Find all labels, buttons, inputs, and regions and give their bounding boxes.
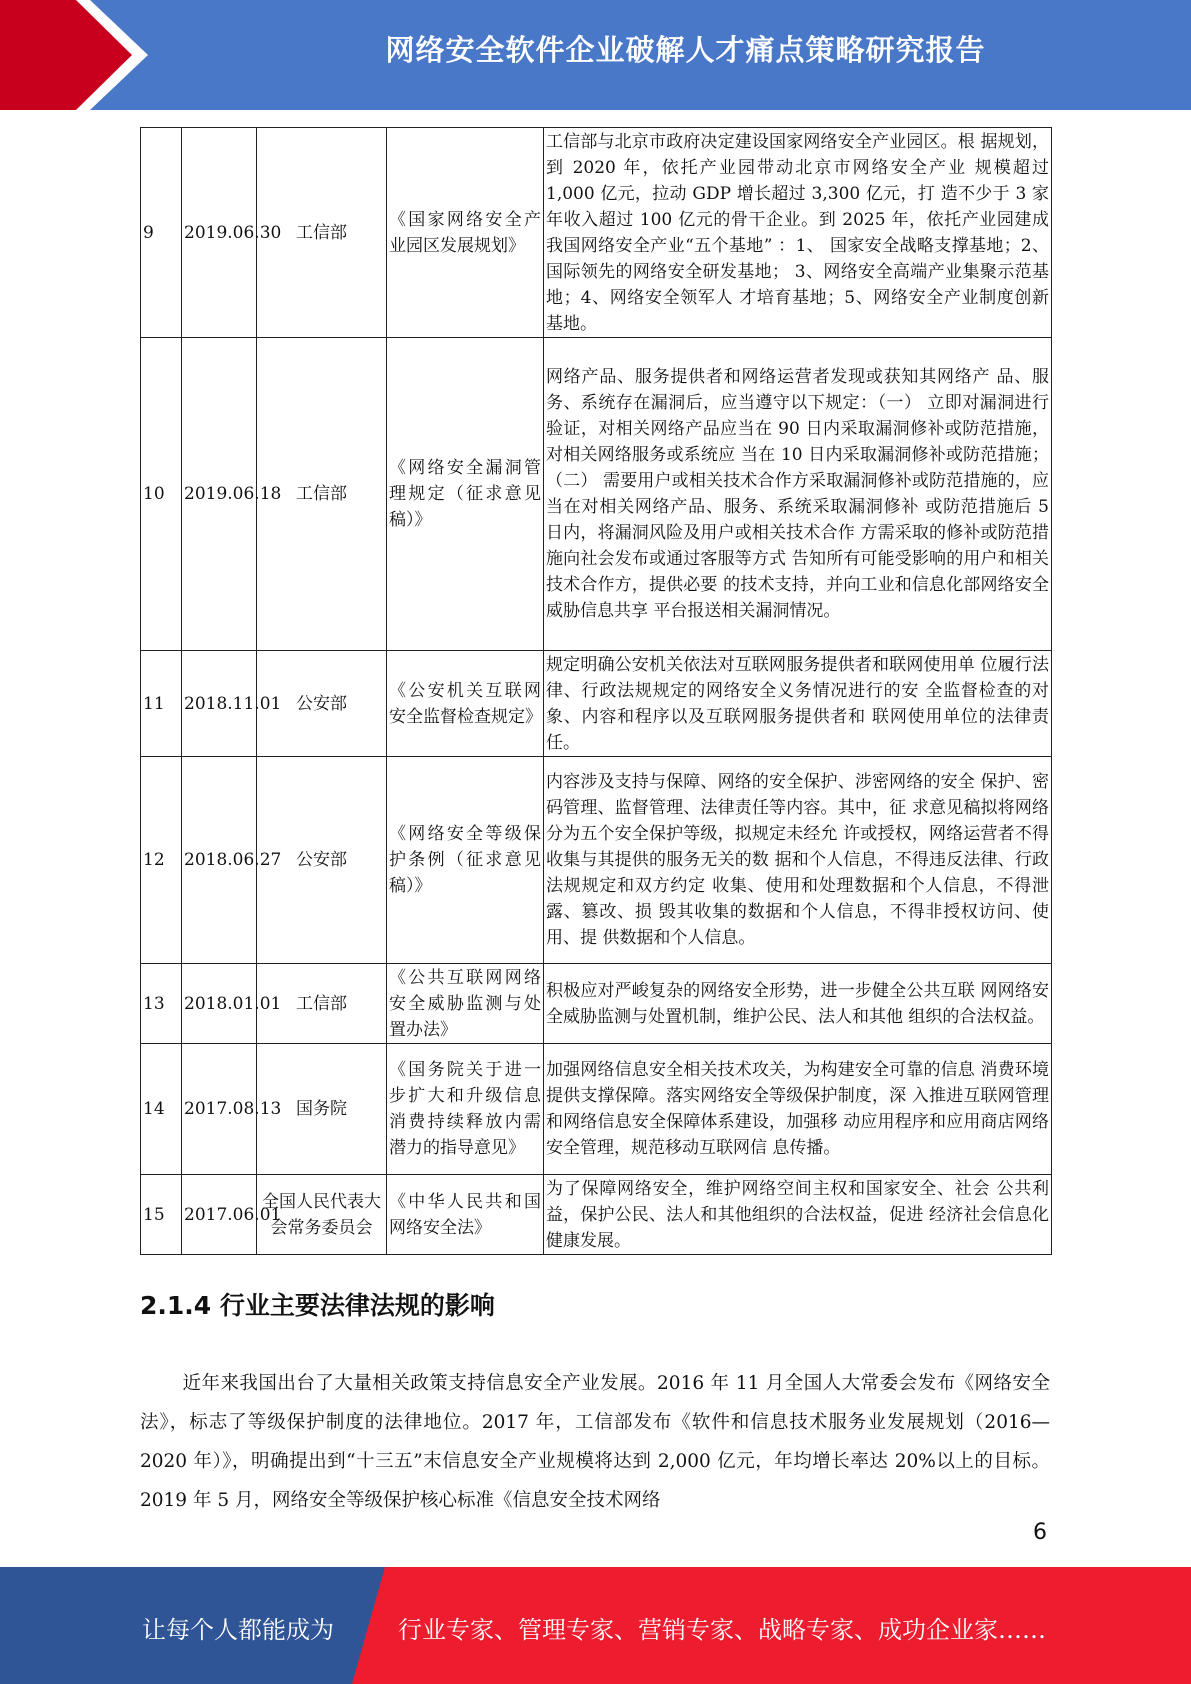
row-date: 2018.11.01: [182, 651, 257, 757]
policy-table: [140, 127, 1052, 1255]
row-content: 为了保障网络安全，维护网络空间主权和国家安全、社会 公共利益，保护公民、法人和其他组织的合法权益，促进 经济社会信息化健康发展。: [544, 1175, 1052, 1255]
row-document: 《公安机关互联网安全监督检查规定》: [387, 651, 544, 757]
row-document: 《公共互联网网络安全威胁监测与处置办法》: [387, 964, 544, 1044]
row-document: 《国务院关于进一步扩大和升级信息消费持续释放内需潜力的指导意见》: [387, 1044, 544, 1175]
row-date: 2018.01.01: [182, 964, 257, 1044]
table-row: [141, 338, 1052, 651]
section-heading: 2.1.4 行业主要法律法规的影响: [140, 1291, 495, 1320]
table-row: [141, 1044, 1052, 1175]
table-row: [141, 964, 1052, 1044]
row-content: 加强网络信息安全相关技术攻关，为构建安全可靠的信息 消费环境提供支撑保障。落实网络安全等级保护制度，深 入推进互联网管理和网络信息安全保障体系建设，加强移 动应用程序和应用商店网络安全管理，规范移动互联网信 息传播。: [544, 1044, 1052, 1175]
header-arrow-decoration: [0, 0, 150, 110]
row-department: 国务院: [257, 1044, 387, 1175]
row-document: 《国家网络安全产业园区发展规划》: [387, 128, 544, 338]
row-date: 2017.08.13: [182, 1044, 257, 1175]
row-content: 网络产品、服务提供者和网络运营者发现或获知其网络产 品、服务、系统存在漏洞后，应当遵守以下规定：（一） 立即对漏洞进行验证，对相关网络产品应当在 90 日内采取漏洞修补或防范措施，对相关网络服务或系统应 当在 10 日内采取漏洞修补或防范措施；（二） 需要用户或相关技术合作方采取漏洞修补或防范措施的，应当在对相关网络产品、服务、系统采取漏洞修补 或防范措施后 5 日内，将漏洞风险及用户或相关技术合作 方需采取的修补或防范措施向社会发布或通过客服等方式 告知所有可能受影响的用户和相关技术合作方，提供必要 的技术支持，并向工业和信息化部网络安全威胁信息共享 平台报送相关漏洞情况。: [544, 338, 1052, 651]
row-document: 《网络安全等级保护条例（征求意见稿）》: [387, 757, 544, 964]
row-date: 2019.06.30: [182, 128, 257, 338]
row-document: 《网络安全漏洞管理规定（征求意见稿）》: [387, 338, 544, 651]
row-date: 2019.06.18: [182, 338, 257, 651]
row-content: 工信部与北京市政府决定建设国家网络安全产业园区。根 据规划，到 2020 年，依托产业园带动北京市网络安全产业 规模超过 1,000 亿元，拉动 GDP 增长超过 3,300 亿元，打 造不少于 3 家年收入超过 100 亿元的骨干企业。到 2025 年，依托产业园建成我国网络安全产业“五个基地” ：1、 国家安全战略支撑基地；2、国际领先的网络安全研发基地； 3、网络安全高端产业集聚示范基地；4、网络安全领军人 才培育基地；5、网络安全产业制度创新基地。: [544, 128, 1052, 338]
table-row: [141, 1175, 1052, 1255]
footer-slogan-left: 让每个人都能成为: [142, 1616, 334, 1644]
row-number: 13: [141, 964, 182, 1044]
paragraph-text: 近年来我国出台了大量相关政策支持信息安全产业发展。2016 年 11 月全国人大常委会发布《网络安全法》，标志了等级保护制度的法律地位。2017 年，工信部发布《软件和信息技术服务业发展规划（2016—2020 年）》，明确提出到“十三五”末信息安全产业规模将达到 2,000 亿元，年均增长率达 20%以上的目标。2019 年 5 月，网络安全等级保护核心标准《信息安全技术网络: [140, 1373, 1050, 1511]
row-number: 14: [141, 1044, 182, 1175]
row-number: 9: [141, 128, 182, 338]
row-department: 公安部: [257, 651, 387, 757]
row-number: 12: [141, 757, 182, 964]
row-number: 15: [141, 1175, 182, 1255]
row-department: 工信部: [257, 964, 387, 1044]
page-header: [0, 0, 1191, 110]
table-row: [141, 128, 1052, 338]
row-number: 11: [141, 651, 182, 757]
row-content: 内容涉及支持与保障、网络的安全保护、涉密网络的安全 保护、密码管理、监督管理、法律责任等内容。其中，征 求意见稿拟将网络分为五个安全保护等级，拟规定未经允 许或授权，网络运营者不得收集与其提供的服务无关的数 据和个人信息，不得违反法律、行政法规规定和双方约定 收集、使用和处理数据和个人信息，不得泄露、篡改、损 毁其收集的数据和个人信息，不得非授权访问、使用、提 供数据和个人信息。: [544, 757, 1052, 964]
row-date: 2018.06.27: [182, 757, 257, 964]
table-row: [141, 651, 1052, 757]
row-department: 工信部: [257, 338, 387, 651]
row-content: 规定明确公安机关依法对互联网服务提供者和联网使用单 位履行法律、行政法规规定的网络安全义务情况进行的安 全监督检查的对象、内容和程序以及互联网服务提供者和 联网使用单位的法律责任。: [544, 651, 1052, 757]
report-title: 网络安全软件企业破解人才痛点策略研究报告: [385, 33, 986, 67]
row-document: 《中华人民共和国网络安全法》: [387, 1175, 544, 1255]
row-department: 公安部: [257, 757, 387, 964]
footer-slogan-right: 行业专家、管理专家、营销专家、战略专家、成功企业家……: [398, 1616, 1046, 1644]
page-number: 6: [1033, 1520, 1047, 1545]
row-number: 10: [141, 338, 182, 651]
row-date: 2017.06.01: [182, 1175, 257, 1255]
row-department: 全国人民代表大会常务委员会: [257, 1175, 387, 1255]
row-department: 工信部: [257, 128, 387, 338]
row-content: 积极应对严峻复杂的网络安全形势，进一步健全公共互联 网网络安全威胁监测与处置机制，维护公民、法人和其他 组织的合法权益。: [544, 964, 1052, 1044]
section-paragraph: [140, 1364, 1050, 1520]
table-row: [141, 757, 1052, 964]
